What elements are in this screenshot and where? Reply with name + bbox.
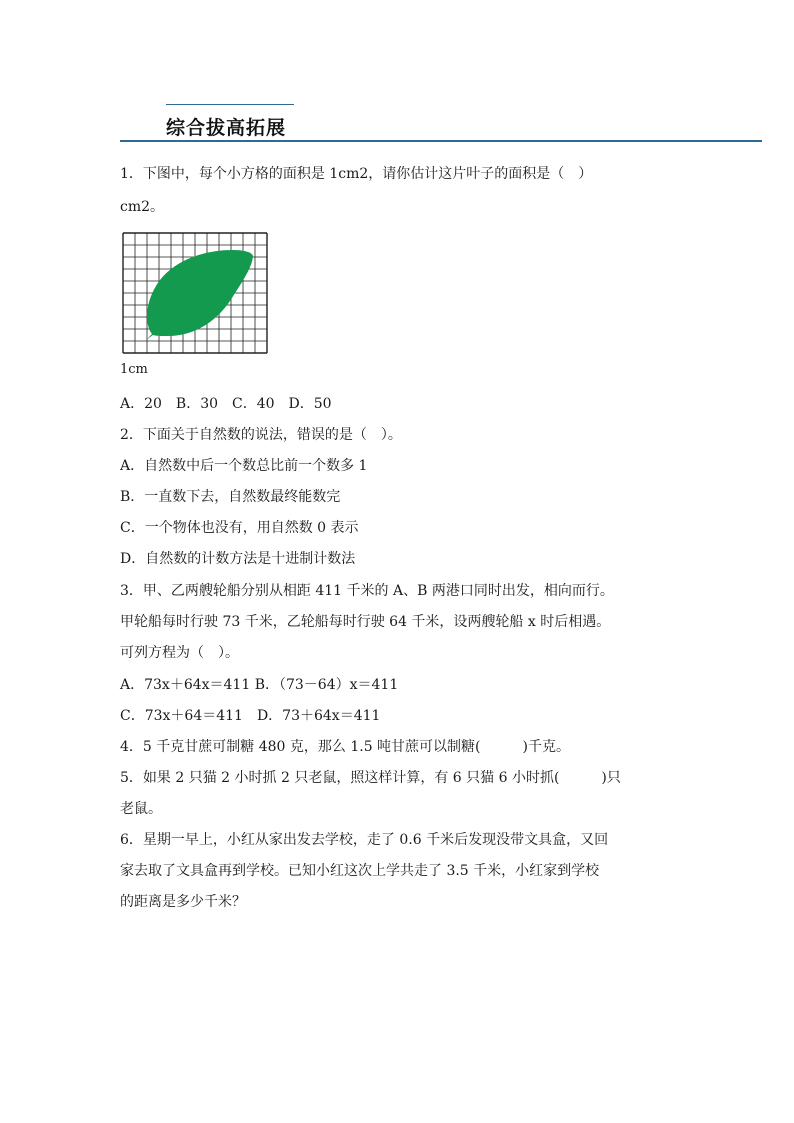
q3-stem-line1: 3．甲、乙两艘轮船分别从相距 411 千米的 A、B 两港口同时出发，相向而行。 bbox=[120, 583, 614, 599]
leaf-grid-figure bbox=[122, 232, 270, 364]
q1-options: A．20 B．30 C．40 D．50 bbox=[120, 396, 332, 412]
q3-stem-line3: 可列方程为（ ）。 bbox=[120, 645, 239, 661]
q2-option-a: A．自然数中后一个数总比前一个数多 1 bbox=[120, 458, 368, 474]
q4-stem: 4．5 千克甘蔗可制糖 480 克，那么 1.5 吨甘蔗可以制糖( )千克。 bbox=[120, 739, 570, 755]
q6-stem-line2: 家去取了文具盒再到学校。已知小红这次上学共走了 3.5 千米，小红家到学校 bbox=[120, 863, 600, 879]
q3-stem-line2: 甲轮船每时行驶 73 千米，乙轮船每时行驶 64 千米，设两艘轮船 x 时后相遇。 bbox=[120, 614, 611, 630]
title-bottom-rule bbox=[120, 140, 762, 142]
q1-stem-line2: cm2。 bbox=[120, 199, 165, 215]
title-top-rule bbox=[166, 104, 294, 105]
q6-stem-line1: 6．星期一早上，小红从家出发去学校，走了 0.6 千米后发现没带文具盒，又回 bbox=[120, 832, 609, 848]
q2-option-c: C．一个物体也没有，用自然数 0 表示 bbox=[120, 520, 359, 536]
q2-stem: 2．下面关于自然数的说法，错误的是（ ）。 bbox=[120, 427, 402, 443]
q1-stem-line1: 1．下图中，每个小方格的面积是 1cm2，请你估计这片叶子的面积是（ ） bbox=[120, 166, 593, 182]
q5-stem-line2: 老鼠。 bbox=[120, 801, 162, 817]
q2-option-b: B．一直数下去，自然数最终能数完 bbox=[120, 489, 341, 505]
q2-option-d: D．自然数的计数方法是十进制计数法 bbox=[120, 551, 356, 567]
q5-stem-line1: 5．如果 2 只猫 2 小时抓 2 只老鼠，照这样计算，有 6 只猫 6 小时抓( )只 bbox=[120, 770, 621, 786]
leaf-shape bbox=[146, 250, 253, 340]
grid-unit-label: 1cm bbox=[120, 362, 148, 377]
q6-stem-line3: 的距离是多少千米？ bbox=[120, 894, 246, 910]
q3-options-ab: A．73x＋64x＝411 B．（73－64）x＝411 bbox=[120, 677, 399, 693]
leaf-grid-svg bbox=[122, 232, 270, 360]
section-title: 综合拔高拓展 bbox=[166, 117, 287, 139]
q3-options-cd: C．73x＋64＝411 D．73＋64x＝411 bbox=[120, 708, 381, 724]
